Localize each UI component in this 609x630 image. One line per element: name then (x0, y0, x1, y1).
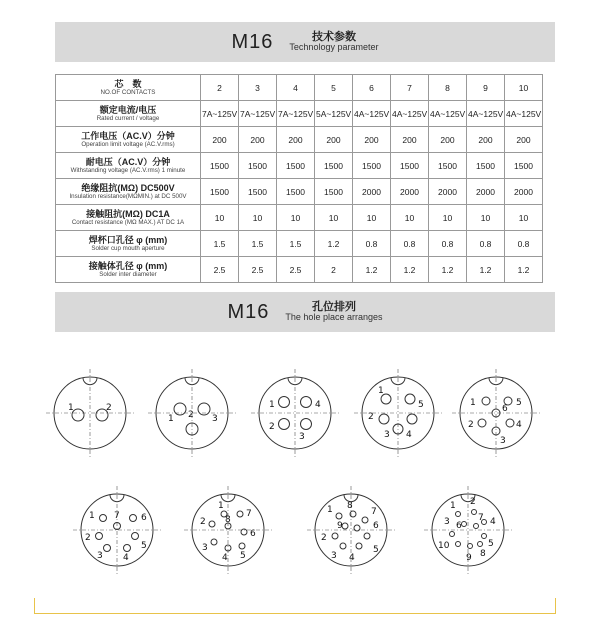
spec-cell: 2 (201, 75, 239, 101)
connector-9-pin-label-8: 8 (347, 501, 353, 511)
connector-2-pin-label-2: 2 (106, 403, 112, 413)
connector-6-pin-label-2: 2 (468, 420, 474, 430)
spec-cell: 7A~125V (201, 101, 239, 127)
connector-5-pin-label-1: 1 (378, 386, 384, 396)
connector-10-pin-label-1: 1 (450, 501, 456, 511)
spec-cell: 0.8 (467, 231, 505, 257)
spec-row-label-zh: 工作电压（AC.V）分钟 (81, 130, 175, 141)
connector-8-pin-label-6: 6 (250, 529, 256, 539)
spec-cell: 7A~125V (239, 101, 277, 127)
connector-5-pin-label-5: 5 (418, 400, 424, 410)
spec-row-label-en: Solder cup mouth aperture (91, 245, 165, 253)
hole-arrangement-banner (55, 292, 555, 332)
tech-params-banner (55, 22, 555, 62)
connector-9-pin-label-7: 7 (371, 507, 377, 517)
connector-6-pin-label-3: 3 (500, 436, 506, 446)
spec-row-header (56, 75, 201, 101)
spec-cell: 1500 (315, 179, 353, 205)
connector-10-pin-label-10: 10 (438, 541, 450, 551)
connector-3-pin (154, 375, 230, 451)
spec-cell: 4A~125V (353, 101, 391, 127)
spec-cell: 200 (277, 127, 315, 153)
spec-cell: 1500 (277, 153, 315, 179)
spec-row (56, 75, 543, 101)
connector-8-pin-label-3: 3 (202, 543, 208, 553)
banner-title (289, 31, 378, 53)
connector-7-pin-label-1: 1 (89, 511, 95, 521)
spec-cell: 1500 (353, 153, 391, 179)
connector-3-pin-drawing (154, 375, 230, 451)
spec-cell: 1500 (239, 179, 277, 205)
connector-8-pin-label-5: 5 (240, 551, 246, 561)
connector-10-pin-label-6: 6 (456, 521, 462, 531)
spec-cell: 0.8 (353, 231, 391, 257)
connector-8-pin-label-1: 1 (218, 501, 224, 511)
spec-row-label-en: Rated current / voltage (96, 115, 160, 123)
footer-frame (34, 598, 556, 614)
connector-7-pin-drawing (79, 492, 155, 568)
connector-9-pin-label-5: 5 (373, 545, 379, 555)
spec-cell: 7 (391, 75, 429, 101)
spec-row-label-zh: 接触阻抗(MΩ) DC1A (86, 208, 170, 219)
spec-row-header (56, 231, 201, 257)
spec-row-header (56, 179, 201, 205)
spec-cell: 1.5 (277, 231, 315, 257)
spec-cell: 1.5 (201, 231, 239, 257)
spec-row (56, 179, 543, 205)
connector-7-pin-label-3: 3 (97, 551, 103, 561)
connector-7-pin-label-2: 2 (85, 533, 91, 543)
connector-2-pin (52, 375, 128, 451)
connector-2-pin-drawing (52, 375, 128, 451)
spec-cell: 1500 (505, 153, 543, 179)
spec-cell: 0.8 (391, 231, 429, 257)
spec-cell: 10 (391, 205, 429, 231)
spec-cell: 1.2 (505, 257, 543, 283)
spec-row-label-en: NO.OF CONTACTS (100, 89, 156, 97)
spec-row (56, 127, 543, 153)
connector-10-pin-label-2: 2 (470, 497, 476, 507)
connector-7-pin-label-7: 7 (114, 511, 120, 521)
spec-cell: 1500 (201, 179, 239, 205)
spec-cell: 200 (429, 127, 467, 153)
connector-10-pin-label-7: 7 (478, 513, 484, 523)
connector-9-pin-label-2: 2 (321, 533, 327, 543)
connector-6-pin-drawing (458, 375, 534, 451)
banner-title-2-zh: 孔位排列 (311, 301, 356, 313)
connector-8-pin (190, 492, 266, 568)
spec-cell: 2000 (391, 179, 429, 205)
spec-cell: 1.2 (315, 231, 353, 257)
spec-cell: 10 (353, 205, 391, 231)
connector-10-pin-drawing (430, 492, 506, 568)
spec-cell: 0.8 (505, 231, 543, 257)
spec-cell: 200 (505, 127, 543, 153)
spec-cell: 10 (505, 75, 543, 101)
connector-4-pin-drawing (257, 375, 333, 451)
connector-7-pin (79, 492, 155, 568)
spec-row-label-zh: 额定电流/电压 (99, 104, 157, 115)
spec-row-label-zh: 接触体孔径 φ (mm) (88, 260, 168, 271)
spec-cell: 2 (315, 257, 353, 283)
spec-row-header (56, 127, 201, 153)
spec-cell: 200 (201, 127, 239, 153)
spec-cell: 6 (353, 75, 391, 101)
connector-7-pin-label-5: 5 (141, 541, 147, 551)
model-name-2: M16 (227, 300, 270, 323)
connector-8-pin-label-8: 8 (225, 515, 231, 525)
spec-row-label-en: Contact resistance (MΩ MAX.) AT DC 1A (71, 219, 185, 227)
spec-cell: 1500 (467, 153, 505, 179)
connector-10-pin-label-9: 9 (466, 553, 472, 563)
spec-row (56, 231, 543, 257)
connector-9-pin-label-4: 4 (349, 553, 355, 563)
connector-8-pin-drawing (190, 492, 266, 568)
connector-10-pin-label-4: 4 (490, 517, 496, 527)
connector-9-pin-label-3: 3 (331, 551, 337, 561)
connector-4-pin-label-4: 4 (315, 400, 321, 410)
spec-cell: 4A~125V (429, 101, 467, 127)
spec-cell: 1.2 (353, 257, 391, 283)
banner-title-2 (285, 301, 382, 323)
spec-cell: 5A~125V (315, 101, 353, 127)
connector-9-pin-label-6: 6 (373, 521, 379, 531)
connector-6-pin-label-4: 4 (516, 420, 522, 430)
spec-cell: 1500 (201, 153, 239, 179)
spec-row-header (56, 101, 201, 127)
connector-3-pin-label-1: 1 (168, 414, 174, 424)
spec-cell: 1.2 (467, 257, 505, 283)
spec-row-label-zh: 耐电压（AC.V）分钟 (85, 156, 171, 167)
spec-cell: 1.2 (391, 257, 429, 283)
spec-cell: 200 (315, 127, 353, 153)
spec-cell: 1500 (391, 153, 429, 179)
spec-cell: 9 (467, 75, 505, 101)
spec-cell: 4 (277, 75, 315, 101)
spec-cell: 2.5 (201, 257, 239, 283)
connector-9-pin (313, 492, 389, 568)
spec-row-label-en: Operation limit voltage (AC.V.rms) (81, 141, 175, 149)
spec-cell: 1.5 (239, 231, 277, 257)
spec-cell: 1500 (277, 179, 315, 205)
spec-cell: 4A~125V (391, 101, 429, 127)
spec-cell: 8 (429, 75, 467, 101)
spec-cell: 7A~125V (277, 101, 315, 127)
spec-cell: 2000 (353, 179, 391, 205)
spec-cell: 10 (429, 205, 467, 231)
connector-5-pin-label-3: 3 (384, 430, 390, 440)
connector-10-pin-label-8: 8 (480, 549, 486, 559)
connector-9-pin-label-9: 9 (337, 521, 343, 531)
connector-6-pin (458, 375, 534, 451)
spec-row (56, 101, 543, 127)
spec-cell: 2000 (505, 179, 543, 205)
connector-9-pin-label-1: 1 (327, 505, 333, 515)
connector-3-pin-label-2: 2 (188, 410, 194, 420)
spec-cell: 200 (391, 127, 429, 153)
connector-6-pin-label-1: 1 (470, 398, 476, 408)
spec-cell: 4A~125V (505, 101, 543, 127)
spec-cell: 10 (201, 205, 239, 231)
connector-8-pin-label-4: 4 (222, 553, 228, 563)
spec-table (55, 74, 543, 283)
spec-cell: 3 (239, 75, 277, 101)
connector-7-pin-label-6: 6 (141, 513, 147, 523)
spec-cell: 200 (353, 127, 391, 153)
spec-cell: 10 (505, 205, 543, 231)
spec-cell: 200 (467, 127, 505, 153)
spec-cell: 10 (277, 205, 315, 231)
connector-5-pin-label-4: 4 (406, 430, 412, 440)
connector-4-pin-label-1: 1 (269, 400, 275, 410)
spec-row-label-zh: 绝缘阻抗(MΩ) DC500V (81, 182, 175, 193)
connector-4-pin-label-2: 2 (269, 422, 275, 432)
spec-row-label-en: Solder inter diameter (99, 271, 157, 279)
spec-row (56, 257, 543, 283)
banner-title-en: Technology parameter (289, 42, 379, 53)
connector-5-pin (360, 375, 436, 451)
connector-5-pin-label-2: 2 (368, 412, 374, 422)
model-name: M16 (231, 30, 274, 53)
connector-10-pin-label-5: 5 (488, 539, 494, 549)
connector-4-pin-label-3: 3 (299, 432, 305, 442)
spec-cell: 4A~125V (467, 101, 505, 127)
banner-title-zh: 技术参数 (311, 31, 356, 43)
spec-cell: 2000 (429, 179, 467, 205)
spec-cell: 200 (239, 127, 277, 153)
connector-5-pin-drawing (360, 375, 436, 451)
connector-3-pin-label-3: 3 (212, 414, 218, 424)
connector-6-pin-label-6: 6 (502, 404, 508, 414)
spec-cell: 2000 (467, 179, 505, 205)
connector-2-pin-label-1: 1 (68, 403, 74, 413)
connector-9-pin-drawing (313, 492, 389, 568)
spec-cell: 2.5 (239, 257, 277, 283)
spec-row-header (56, 257, 201, 283)
spec-cell: 1.2 (429, 257, 467, 283)
connector-10-pin (430, 492, 506, 568)
connector-10-pin-label-3: 3 (444, 517, 450, 527)
connector-8-pin-label-7: 7 (246, 509, 252, 519)
spec-row-header (56, 153, 201, 179)
spec-cell: 0.8 (429, 231, 467, 257)
spec-row-label-en: Insulation resistance(MΩMIN.) at DC 500V (69, 193, 187, 201)
spec-cell: 1500 (315, 153, 353, 179)
spec-row (56, 205, 543, 231)
spec-cell: 10 (467, 205, 505, 231)
spec-cell: 5 (315, 75, 353, 101)
spec-cell: 2.5 (277, 257, 315, 283)
spec-row-label-zh: 焊杯口孔径 φ (mm) (88, 234, 168, 245)
spec-cell: 10 (315, 205, 353, 231)
spec-cell: 1500 (429, 153, 467, 179)
connector-7-pin-label-4: 4 (123, 553, 129, 563)
connector-8-pin-label-2: 2 (200, 517, 206, 527)
spec-row (56, 153, 543, 179)
spec-row-label-zh: 芯 数 (114, 78, 142, 89)
spec-cell: 1500 (239, 153, 277, 179)
spec-row-label-en: Withstanding voltage (AC.V.rms) 1 minute (70, 167, 186, 175)
connector-6-pin-label-5: 5 (516, 398, 522, 408)
banner-title-2-en: The hole place arranges (285, 312, 383, 323)
spec-cell: 10 (239, 205, 277, 231)
spec-row-header (56, 205, 201, 231)
connector-4-pin (257, 375, 333, 451)
